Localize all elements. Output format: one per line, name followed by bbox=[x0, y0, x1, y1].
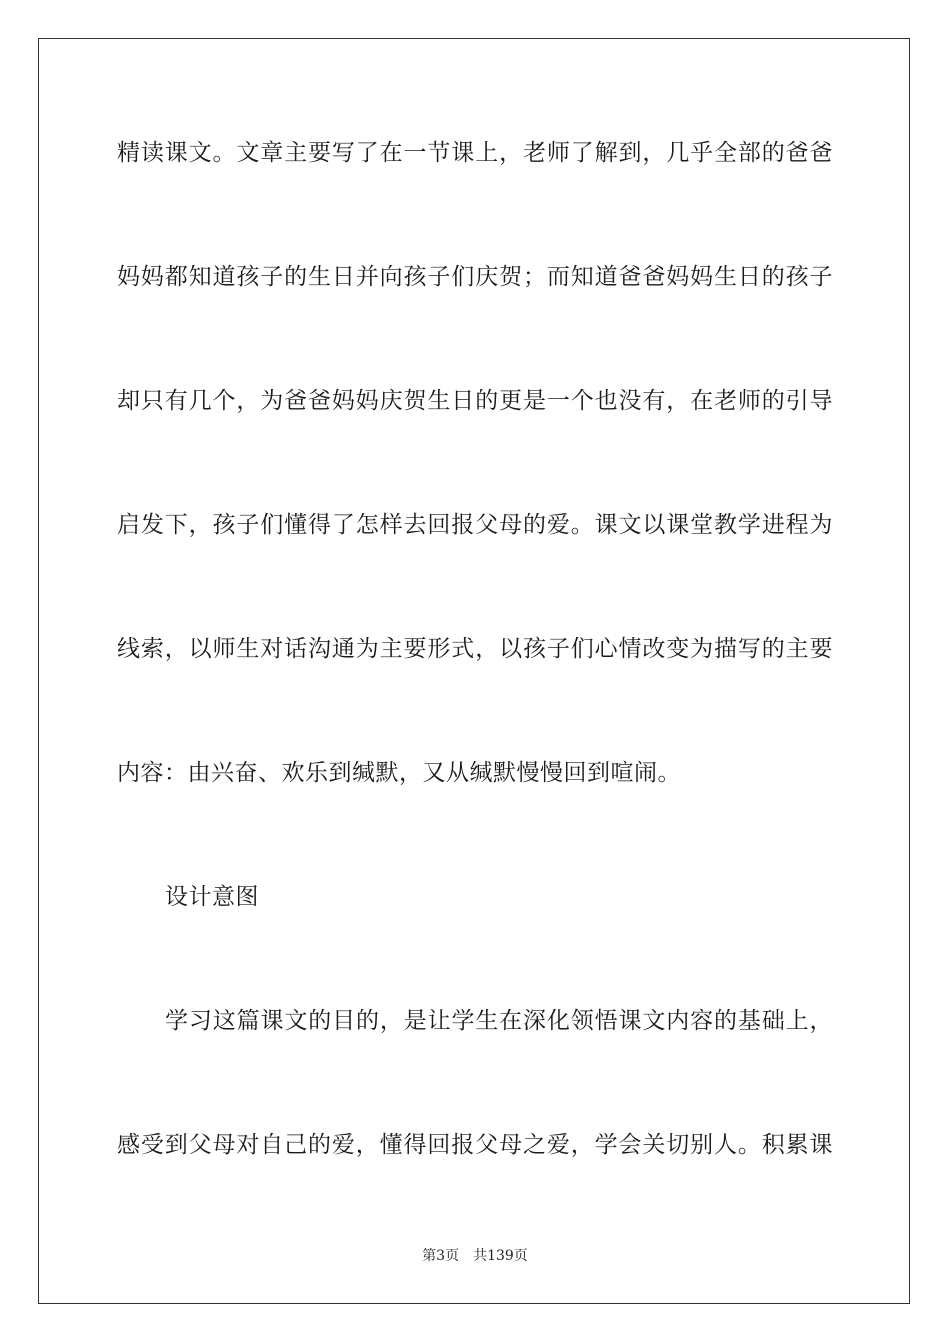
section-heading: 设计意图 bbox=[165, 884, 259, 910]
text-line: 启发下，孩子们懂得了怎样去回报父母的爱。课文以课堂教学进程为 bbox=[117, 512, 833, 538]
text-line: 却只有几个，为爸爸妈妈庆贺生日的更是一个也没有，在老师的引导 bbox=[117, 388, 833, 414]
page-border bbox=[38, 38, 910, 1304]
text-line: 学习这篇课文的目的，是让学生在深化领悟课文内容的基础上， bbox=[165, 1008, 833, 1034]
text-line: 精读课文。文章主要写了在一节课上，老师了解到，几乎全部的爸爸 bbox=[117, 140, 833, 166]
text-line: 妈妈都知道孩子的生日并向孩子们庆贺；而知道爸爸妈妈生日的孩子 bbox=[117, 264, 833, 290]
page-footer: 第3页 共139页 bbox=[422, 1248, 528, 1264]
text-line: 内容：由兴奋、欢乐到缄默，又从缄默慢慢回到喧闹。 bbox=[117, 760, 681, 786]
text-line: 线索，以师生对话沟通为主要形式，以孩子们心情改变为描写的主要 bbox=[117, 636, 833, 662]
text-line: 感受到父母对自己的爱，懂得回报父母之爱，学会关切别人。积累课 bbox=[117, 1132, 833, 1158]
